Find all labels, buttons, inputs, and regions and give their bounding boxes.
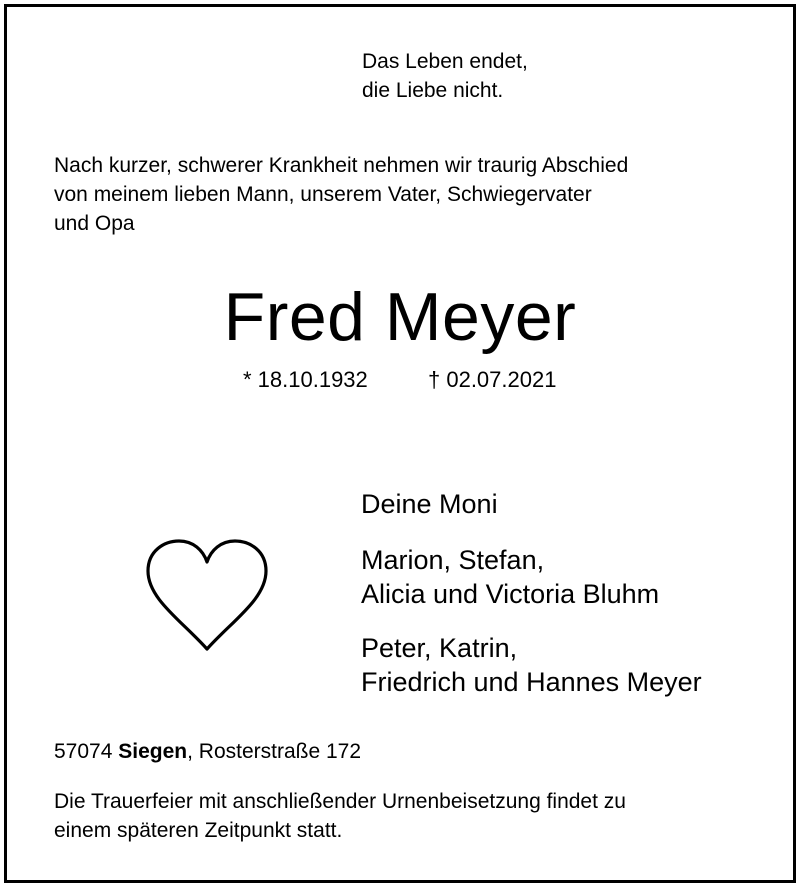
intro-line: Nach kurzer, schwerer Krankheit nehmen wir traurig Abschied — [54, 154, 629, 177]
address-street: , Rosterstraße 172 — [187, 740, 362, 763]
note-line: Die Trauerfeier mit anschließender Urnenbeisetzung findet zu — [54, 790, 626, 813]
motto-line: die Liebe nicht. — [362, 79, 504, 102]
family-line: Peter, Katrin, — [361, 633, 518, 663]
birth-date: * 18.10.1932 — [243, 367, 368, 392]
intro-text — [54, 151, 628, 238]
funeral-note — [54, 787, 626, 845]
death-date: † 02.07.2021 — [428, 367, 557, 392]
family-line: Alicia und Victoria Bluhm — [361, 579, 660, 609]
family-line: Deine Moni — [361, 489, 498, 519]
family-group-bluhm — [361, 543, 659, 611]
family-line: Marion, Stefan, — [361, 545, 545, 575]
obituary-card — [4, 4, 796, 883]
motto — [362, 47, 528, 105]
family-line: Friedrich und Hannes Meyer — [361, 667, 702, 697]
address — [54, 737, 361, 766]
note-line: einem späteren Zeitpunkt statt. — [54, 819, 343, 842]
heart-outline-icon — [142, 537, 272, 653]
family-group-spouse — [361, 487, 498, 521]
family-group-meyer — [361, 631, 702, 699]
deceased-name: Fred Meyer — [223, 279, 577, 355]
address-zip: 57074 — [54, 740, 113, 763]
address-city: Siegen — [118, 740, 188, 763]
intro-line: und Opa — [54, 212, 135, 235]
intro-line: von meinem lieben Mann, unserem Vater, Schwiegervater — [54, 183, 592, 206]
motto-line: Das Leben endet, — [362, 50, 528, 73]
